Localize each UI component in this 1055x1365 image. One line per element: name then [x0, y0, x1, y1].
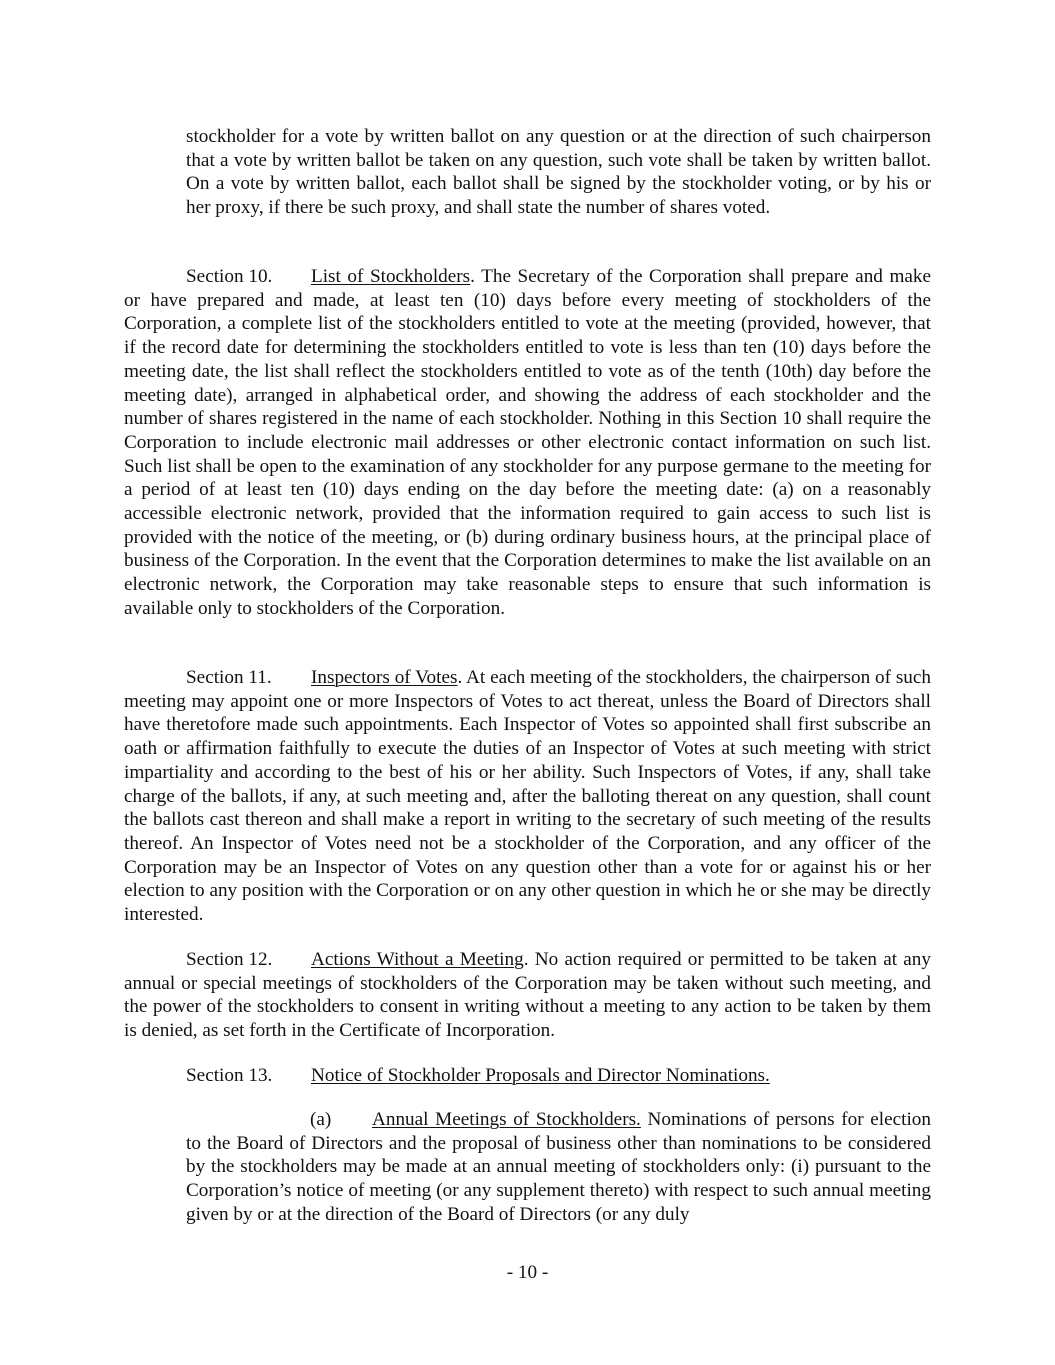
- section-12-paragraph: [124, 948, 931, 1043]
- section-11-heading: Inspectors of Votes: [311, 667, 458, 688]
- continuation-text: stockholder for a vote by written ballot on any question or at the direction of such chairperson that a vote by written ballot be taken on any question, such vote shall be taken by written ballot. On a vote by written ballot, each ballot shall be signed by the stockholder voting, or by his or her proxy, if there be such proxy, and shall state the number of shares voted.: [186, 126, 931, 219]
- section-12-body: No action required or permitted to be taken at any annual or special meetings of stockholders of the Corporation may be taken without such meeting, and the power of the stockholders to consent in writing without a meeting to any action to be taken by them is denied, as set forth in the Certificate of Incorporation.: [124, 949, 931, 1042]
- section-13-number: Section 13.: [186, 1065, 273, 1086]
- subsection-a-body: Nominations of persons for election to the Board of Directors and the proposal of business other than nominations to be considered by the stockholders may be made at an annual meeting of stockholders only: (i) pursuant to the Corporation’s notice of meeting (or any supplement thereto) with respect to such annual meeting given by or at the direction of the Board of Directors (or any duly: [186, 1109, 931, 1225]
- section-11-number: Section 11.: [186, 667, 272, 688]
- section-11-heading-punct: .: [457, 667, 463, 688]
- section-11-body: At each meeting of the stockholders, the chairperson of such meeting may appoint one or more Inspectors of Votes to act thereat, unless the Board of Directors shall have theretofore made such appointments. Each Inspector of Votes so appointed shall first subscribe an oath or affirmation faithfully to execute the duties of an Inspector of Votes at such meeting with strict impartiality and according to the best of his or her ability. Such Inspectors of Votes, if any, shall take charge of the ballots, if any, at such meeting and, after the balloting thereat on any question, shall count the ballots cast thereon and shall make a report in writing to the secretary of such meeting of the results thereof. An Inspector of Votes need not be a stockholder of the Corporation, and any officer of the Corporation may be an Inspector of Votes on any question other than a vote for or against his or her election to any position with the Corporation or on any other question in which he or she may be directly interested.: [124, 667, 931, 926]
- page-number: - 10 -: [506, 1262, 549, 1283]
- section-13-heading: Notice of Stockholder Proposals and Director Nominations.: [311, 1065, 770, 1086]
- section-12-heading: Actions Without a Meeting: [311, 949, 524, 970]
- section-10-heading: List of Stockholders: [311, 266, 471, 287]
- section-10-paragraph: [124, 265, 931, 621]
- section-10-heading-punct: .: [470, 266, 475, 287]
- section-12-number: Section 12.: [186, 949, 273, 970]
- continuation-paragraph: [186, 125, 931, 220]
- section-11-paragraph: [124, 666, 931, 927]
- section-12-heading-punct: .: [523, 949, 529, 970]
- section-13-paragraph: [124, 1064, 931, 1088]
- subsection-a-number: (a): [310, 1109, 332, 1130]
- section-10-number: Section 10.: [186, 266, 273, 287]
- section-10-body: The Secretary of the Corporation shall prepare and make or have prepared and made, at least ten (10) days before every meeting of stockholders of the Corporation, a complete list of the stockholders entitled to vote at the meeting (provided, however, that if the record date for determining the stockholders entitled to vote is less than ten (10) days before the meeting date, the list shall reflect the stockholders entitled to vote as of the tenth (10th) day before the meeting date), arranged in alphabetical order, and showing the address of each stockholder and the number of shares registered in the name of each stockholder. Nothing in this Section 10 shall require the Corporation to include electronic mail addresses or other electronic contact information on such list. Such list shall be open to the examination of any stockholder for any purpose germane to the meeting for a period of at least ten (10) days ending on the day before the meeting date: (a) on a reasonably accessible electronic network, provided that the information required to gain access to such list is provided with the notice of the meeting, or (b) during ordinary business hours, at the principal place of business of the Corporation. In the event that the Corporation determines to make the list available on an electronic network, the Corporation may take reasonable steps to ensure that such information is available only to stockholders of the Corporation.: [124, 266, 931, 619]
- subsection-a-heading: Annual Meetings of Stockholders.: [372, 1109, 641, 1130]
- subsection-a-paragraph: [186, 1108, 931, 1227]
